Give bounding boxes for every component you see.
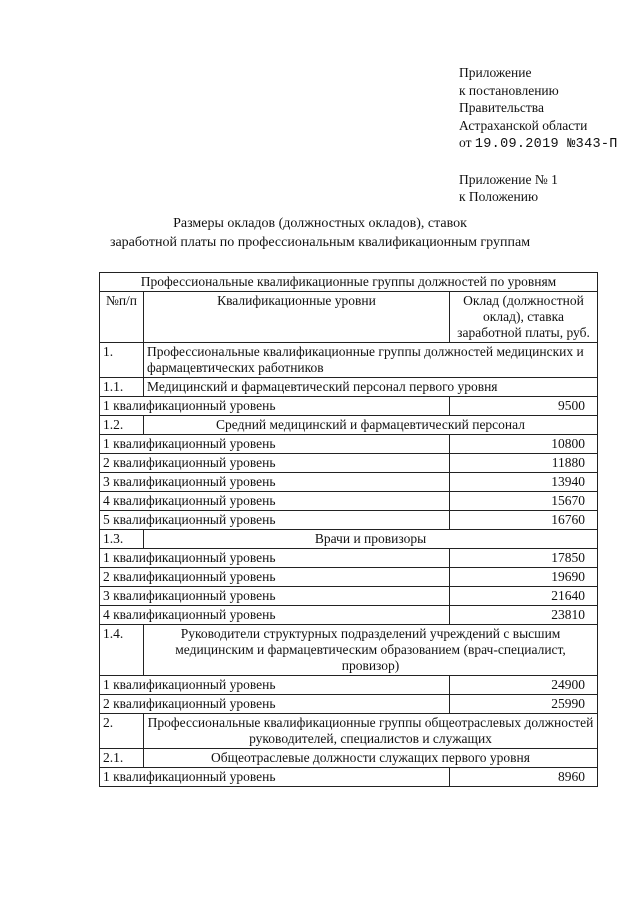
salary-value: 11880 (450, 454, 598, 473)
group-title: Медицинский и фармацевтический персонал первого уровня (144, 378, 598, 397)
table-row-level (100, 511, 598, 530)
attachment-line-2: к Положению (459, 189, 539, 204)
row-number: 1. (100, 343, 144, 378)
table-row-subgroup (100, 625, 598, 676)
table-row-level (100, 435, 598, 454)
table-row-level (100, 676, 598, 695)
appendix-line-1: Приложение (459, 65, 532, 80)
salary-value: 21640 (450, 587, 598, 606)
table-row-level (100, 397, 598, 416)
header-salary: Оклад (должностной оклад), ставка заработной платы, руб. (450, 292, 598, 343)
appendix-line-3: Правительства (459, 100, 544, 115)
salary-value: 9500 (450, 397, 598, 416)
table-row-group (100, 714, 598, 749)
level-name: 1 квалификационный уровень (100, 435, 450, 454)
table-row-level (100, 695, 598, 714)
appendix-block (459, 64, 618, 206)
table-row-level (100, 587, 598, 606)
title-line-2: заработной платы по профессиональным квалификационным группам (109, 235, 531, 250)
level-name: 3 квалификационный уровень (100, 473, 450, 492)
group-title: Общеотраслевые должности служащих первого уровня (144, 749, 598, 768)
level-name: 3 квалификационный уровень (100, 587, 450, 606)
group-title: Профессиональные квалификационные группы общеотраслевых должностей руководителей, специалистов и служащих (144, 714, 598, 749)
header-levels: Квалификационные уровни (144, 292, 450, 343)
group-title: Руководители структурных подразделений учреждений с высшим медицинским и фармацевтическим образованием (врач-специалист, провизор) (144, 625, 598, 676)
table-row-level (100, 568, 598, 587)
table-row-level (100, 549, 598, 568)
table-row-level (100, 473, 598, 492)
salary-value: 13940 (450, 473, 598, 492)
table-row-level (100, 606, 598, 625)
header-num: №п/п (100, 292, 144, 343)
salary-value: 25990 (450, 695, 598, 714)
table-row-level (100, 454, 598, 473)
level-name: 1 квалификационный уровень (100, 768, 450, 787)
table-caption: Профессиональные квалификационные группы должностей по уровням (100, 273, 598, 292)
level-name: 4 квалификационный уровень (100, 606, 450, 625)
table-row-subgroup (100, 749, 598, 768)
salary-value: 16760 (450, 511, 598, 530)
group-title: Врачи и провизоры (144, 530, 598, 549)
attachment-line-1: Приложение № 1 (459, 171, 558, 187)
level-name: 1 квалификационный уровень (100, 397, 450, 416)
level-name: 1 квалификационный уровень (100, 676, 450, 695)
salary-table (99, 272, 598, 787)
appendix-line-4: Астраханской области (459, 117, 588, 133)
group-title: Профессиональные квалификационные группы должностей медицинских и фармацевтических работников (144, 343, 598, 378)
table-row-subgroup (100, 378, 598, 397)
appendix-date-line (459, 134, 618, 154)
level-name: 5 квалификационный уровень (100, 511, 450, 530)
salary-value: 8960 (450, 768, 598, 787)
level-name: 2 квалификационный уровень (100, 568, 450, 587)
level-name: 4 квалификационный уровень (100, 492, 450, 511)
row-number: 1.4. (100, 625, 144, 676)
salary-value: 15670 (450, 492, 598, 511)
salary-value: 17850 (450, 549, 598, 568)
row-number: 1.3. (100, 530, 144, 549)
table-row-subgroup (100, 416, 598, 435)
level-name: 1 квалификационный уровень (100, 549, 450, 568)
level-name: 2 квалификационный уровень (100, 695, 450, 714)
table-row-subgroup (100, 530, 598, 549)
salary-value: 10800 (450, 435, 598, 454)
row-number: 1.1. (100, 378, 144, 397)
group-title: Средний медицинский и фармацевтический персонал (144, 416, 598, 435)
title-line-1: Размеры окладов (должностных окладов), ставок (173, 216, 467, 231)
date-stamp: 19.09.2019 №343-П (474, 137, 618, 152)
row-number: 1.2. (100, 416, 144, 435)
date-prefix: от (459, 135, 472, 150)
row-number: 2. (100, 714, 144, 749)
table-row-level (100, 492, 598, 511)
level-name: 2 квалификационный уровень (100, 454, 450, 473)
table-caption-row (100, 273, 598, 292)
table-header-row (100, 292, 598, 343)
row-number: 2.1. (100, 749, 144, 768)
salary-value: 23810 (450, 606, 598, 625)
appendix-line-2: к постановлению (459, 82, 559, 98)
salary-value: 24900 (450, 676, 598, 695)
document-title (0, 214, 640, 252)
table-row-level (100, 768, 598, 787)
table-row-group (100, 343, 598, 378)
salary-value: 19690 (450, 568, 598, 587)
